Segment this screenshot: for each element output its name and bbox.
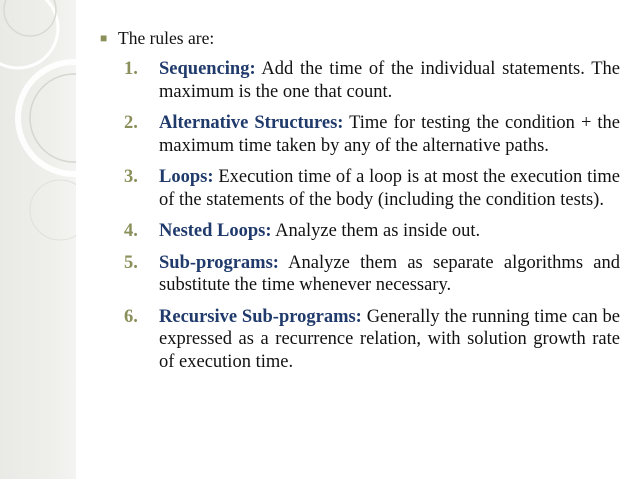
list-number: 4. (124, 221, 138, 241)
rule-text: Analyze them as separate algorithms and substitute the time whenever necessary. (159, 252, 620, 295)
list-item (100, 166, 620, 211)
rule-term: Nested Loops: (159, 221, 272, 241)
rule-term: Recursive Sub-programs: (159, 306, 362, 327)
list-item (100, 252, 620, 297)
list-number: 1. (124, 59, 138, 79)
intro-line (100, 27, 620, 49)
decorative-side-band (0, 0, 76, 479)
rule-term: Sequencing: (159, 59, 256, 79)
slide-content (100, 27, 620, 382)
list-number: 2. (124, 113, 138, 133)
rule-term: Sub-programs: (159, 252, 279, 273)
rule-term: Alternative Structures: (159, 113, 344, 133)
list-item (100, 220, 620, 243)
list-item (100, 58, 620, 103)
rule-text: Analyze them as inside out. (271, 221, 481, 241)
rule-text: Add the time of the individual statements. The maximum is the one that count. (159, 59, 620, 102)
square-bullet-icon: ■ (100, 31, 108, 45)
rule-text: Time for testing the condition + the maximum time taken by any of the alternative paths. (159, 113, 620, 156)
list-number: 6. (124, 306, 138, 327)
list-number: 3. (124, 167, 138, 187)
intro-text: The rules are: (118, 28, 215, 48)
list-item (100, 306, 620, 374)
rules-list (100, 58, 620, 373)
list-item (100, 112, 620, 157)
rule-term: Loops: (159, 167, 214, 187)
list-number: 5. (124, 252, 138, 273)
rule-text: Execution time of a loop is at most the execution time of the statements of the body (including the condition tests). (159, 167, 620, 210)
rule-text: Generally the running time can be expressed as a recurrence relation, with solution growth rate of execution time. (159, 306, 620, 372)
decorative-circles (0, 0, 76, 479)
